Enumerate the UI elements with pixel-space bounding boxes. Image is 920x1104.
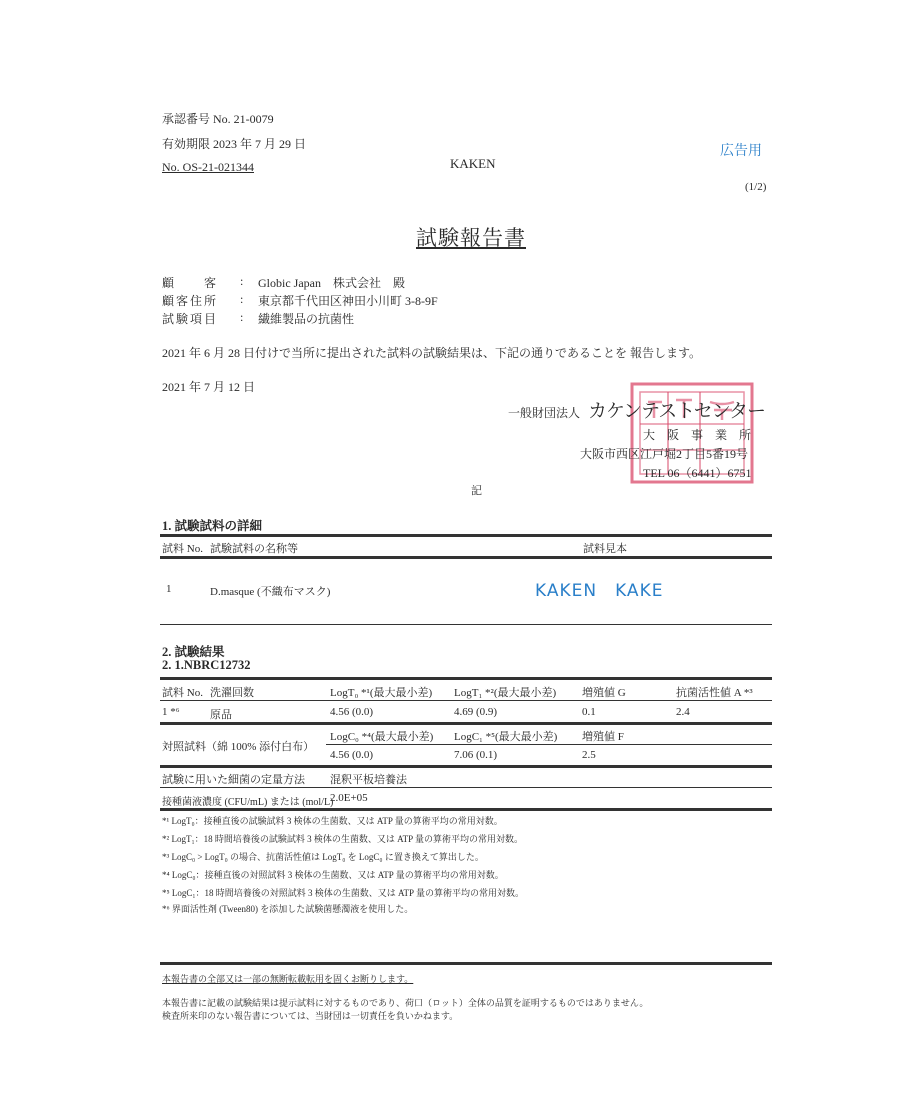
- control-col-logc1: LogC₁ *⁵(最大最小差): [454, 731, 558, 743]
- control-sample-label: 対照試料（綿 100% 添付白布）: [162, 741, 315, 753]
- row1-sample-no: 1 *⁶: [162, 706, 180, 718]
- row1-wash: 原品: [210, 709, 232, 721]
- report-title: 試験報告書: [416, 226, 526, 250]
- document-number: No. OS-21-021344: [162, 160, 254, 174]
- footer-notice: 本報告書の全部又は一部の無断転載転用を固くお断りします。: [162, 974, 414, 984]
- control-f: 2.5: [582, 749, 596, 761]
- footer-disclaimer: 本報告書に記載の試験結果は提示試料に対するものであり、荷口（ロット）全体の品質を証明するものではありません。: [162, 998, 649, 1008]
- validity-date: 有効期限 2023 年 7 月 29 日: [162, 137, 307, 151]
- section1-col-name: 試験試料の名称等: [210, 543, 298, 555]
- concentration-value: 2.0E+05: [330, 792, 368, 804]
- issuer-tel: TEL 06（6441）6751: [643, 466, 752, 480]
- section1-top-rule: [160, 534, 772, 537]
- section1-col-sample-no: 試料 No.: [162, 543, 203, 555]
- note-6: *⁶ 界面活性剤 (Tween80) を添加した試験菌懸濁液を使用した。: [162, 904, 414, 914]
- report-date: 2021 年 7 月 12 日: [162, 380, 256, 394]
- row1-logt0: 4.56 (0.0): [330, 706, 374, 718]
- ki-mark: 記: [471, 485, 482, 497]
- concentration-label: 接種菌液濃度 (CFU/mL) または (mol/L): [162, 797, 334, 808]
- issuer-prefix: 一般財団法人: [508, 406, 581, 420]
- issuer-branch: 大 阪 事 業 所: [643, 428, 752, 442]
- note-2: *² LogT₁：18 時間培養後の試験試料 3 検体の生菌数、又は ATP 量の算術平均の常用対数。: [162, 834, 524, 844]
- footer-rule: [160, 962, 772, 965]
- test-strain: 2. 1.NBRC12732: [162, 658, 251, 672]
- test-item-value: 繊維製品の抗菌性: [258, 312, 355, 326]
- results-col-g: 増殖値 G: [582, 687, 626, 699]
- section1-header-rule: [160, 556, 772, 559]
- results-header-rule: [160, 700, 772, 701]
- method-label: 試験に用いた細菌の定量方法: [162, 774, 305, 786]
- customer-value: Globic Japan 株式会社 殿: [258, 276, 405, 290]
- section1-row-no: 1: [166, 583, 172, 595]
- page-indicator: (1/2): [745, 181, 767, 193]
- address-colon: :: [240, 292, 244, 306]
- results-col-wash: 洗濯回数: [210, 687, 254, 699]
- control-logc1: 7.06 (0.1): [454, 749, 498, 761]
- section1-bottom-rule: [160, 624, 772, 625]
- test-item-label: 試験項目: [162, 312, 219, 326]
- approval-number: 承認番号 No. 21-0079: [162, 112, 274, 126]
- kaken-label: KAKEN: [450, 156, 496, 171]
- results-col-a: 抗菌活性値 A *³: [676, 687, 753, 699]
- results-col-logt0: LogT₀ *¹(最大最小差): [330, 687, 433, 699]
- note-4: *⁴ LogC₀：接種直後の対照試料 3 検体の生菌数、又は ATP 量の算術平均の常用対数。: [162, 870, 504, 880]
- results-col-sample: 試料 No.: [162, 687, 203, 699]
- section1-row-name: D.masque (不織布マスク): [210, 586, 331, 598]
- issuer-name: カケンテストセンター: [588, 401, 765, 422]
- report-statement: 2021 年 6 月 28 日付けで当所に提出された試料の試験結果は、下記の通りであることを 報告します。: [162, 346, 702, 360]
- issuer-address: 大阪市西区江戸堀2丁目5番19号: [580, 447, 749, 461]
- results-bottom-rule: [160, 808, 772, 811]
- sample-swatch: KAKEN KAKE: [535, 581, 664, 601]
- section1-heading: 1. 試験試料の詳細: [162, 519, 263, 533]
- row1-a: 2.4: [676, 706, 690, 718]
- footer-seal-notice: 検査所来印のない報告書については、当財団は一切責任を負いかねます。: [162, 1011, 459, 1021]
- control-col-logc0: LogC₀ *⁴(最大最小差): [330, 731, 434, 743]
- control-bottom-rule: [160, 765, 772, 768]
- section2-heading: 2. 試験結果: [162, 645, 225, 659]
- note-1: *¹ LogT₀：接種直後の試験試料 3 検体の生菌数、又は ATP 量の算術平均の常用対数。: [162, 816, 503, 826]
- test-item-colon: :: [240, 310, 244, 324]
- control-logc0: 4.56 (0.0): [330, 749, 374, 761]
- control-header-rule: [326, 744, 772, 745]
- method-value: 混釈平板培養法: [330, 774, 407, 786]
- address-value: 東京都千代田区神田小川町 3-8-9F: [258, 294, 438, 308]
- address-label: 顧客住所: [162, 294, 219, 308]
- results-col-logt1: LogT₁ *²(最大最小差): [454, 687, 557, 699]
- section1-col-swatch: 試料見本: [583, 543, 627, 555]
- ad-use-label: 広告用: [720, 143, 762, 159]
- note-3: *³ LogC₀ > LogT₀ の場合、抗菌活性値は LogT₀ を LogC₀ に置き換えて算出した。: [162, 852, 484, 862]
- method-bottom-rule: [160, 787, 772, 788]
- row1-g: 0.1: [582, 706, 596, 718]
- control-col-f: 増殖値 F: [582, 731, 624, 743]
- row1-bottom-rule: [160, 722, 772, 725]
- results-top-rule: [160, 677, 772, 680]
- customer-label: 顧 客: [162, 276, 219, 290]
- note-5: *⁵ LogC₁：18 時間培養後の対照試料 3 検体の生菌数、又は ATP 量の算術平均の常用対数。: [162, 888, 524, 898]
- row1-logt1: 4.69 (0.9): [454, 706, 498, 718]
- customer-colon: :: [240, 274, 244, 288]
